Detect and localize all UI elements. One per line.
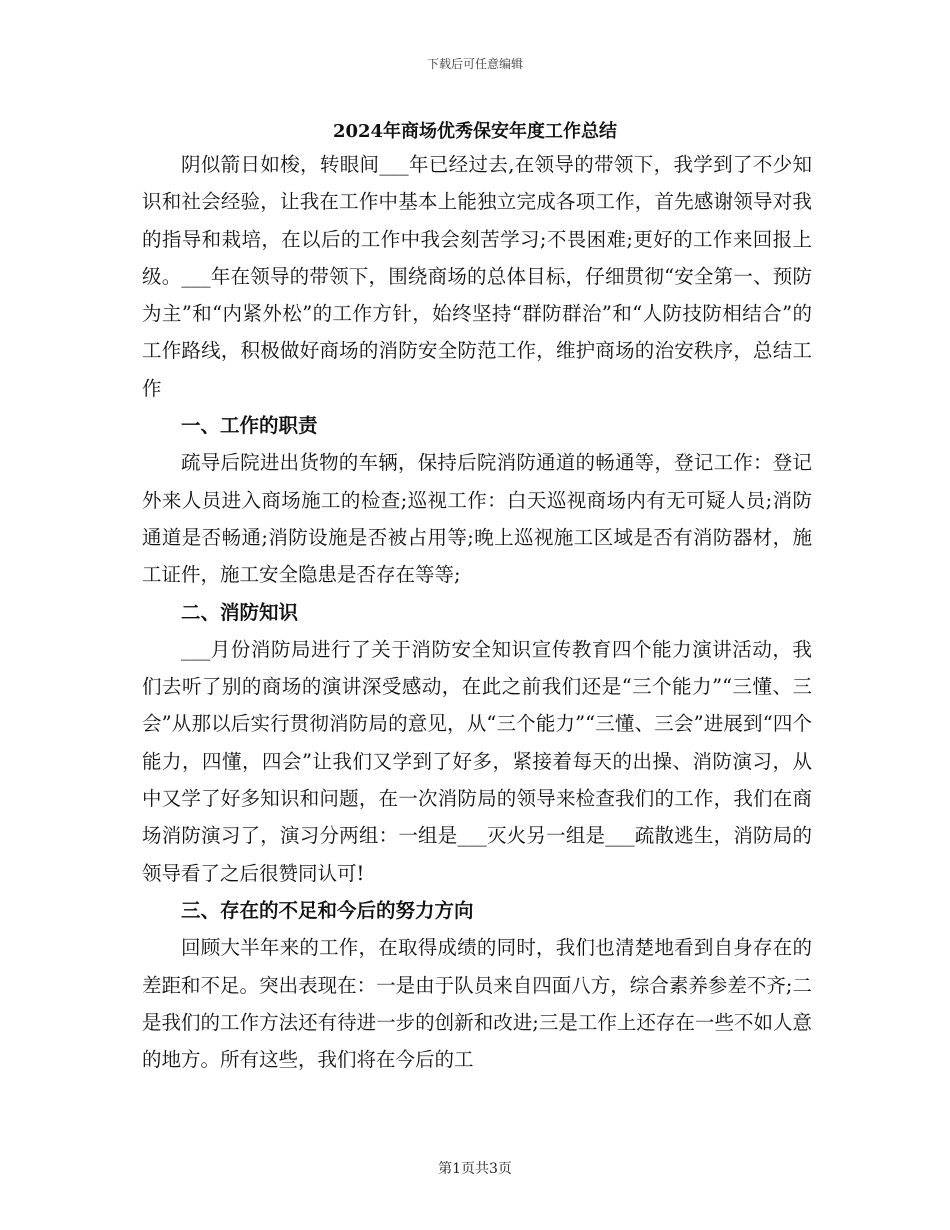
section-paragraph-duties: 疏导后院进出货物的车辆，保持后院消防通道的畅通等，登记工作：登记外来人员进入商场施工的检查;巡视工作：白天巡视商场内有无可疑人员;消防通道是否畅通;消防设施是否被占用等;晚上巡视施工区域是否有消防器材，施工证件，施工安全隐患是否存在等等; (142, 451, 812, 587)
intro-paragraph: 阴似箭日如梭，转眼间___年已经过去,在领导的带领下，我学到了不少知识和社会经验，让我在工作中基本上能独立完成各项工作，首先感谢领导对我的指导和栽培，在以后的工作中我会刻苦学习;不畏困难;更好的工作来回报上级。___年在领导的带领下，围绕商场的总体目标，仔细贯彻“安全第一、预防为主”和“内紧外松”的工作方针，始终坚持“群防群治”和“人防技防相结合”的工作路线，积极做好商场的消防安全防范工作，维护商场的治安秩序，总结工作 (142, 153, 812, 400)
document-title: 2024年商场优秀保安年度工作总结 (332, 121, 618, 142)
section-heading-duties: 一、工作的职责 (181, 414, 318, 438)
section-paragraph-shortcomings: 回顾大半年来的工作，在取得成绩的同时，我们也清楚地看到自身存在的差距和不足。突出表现在：一是由于队员来自四面八方，综合素养参差不齐;二是我们的工作方法还有待进一步的创新和改进;三是工作上还存在一些不如人意的地方。所有这些，我们将在今后的工 (142, 936, 812, 1072)
section-heading-shortcomings: 三、存在的不足和今后的努力方向 (181, 898, 474, 922)
page-number-footer: 第1页共3页 (438, 1161, 512, 1177)
page-header-note: 下载后可任意编辑 (426, 57, 523, 71)
section-heading-fire-knowledge: 二、消防知识 (181, 600, 299, 624)
section-paragraph-fire-knowledge: ___月份消防局进行了关于消防安全知识宣传教育四个能力演讲活动，我们去听了别的商场的演讲深受感动，在此之前我们还是“三个能力”“三懂、三会”从那以后实行贯彻消防局的意见，从“三个能力”“三懂、三会”进展到“四个能力，四懂，四会”让我们又学到了好多，紧接着每天的出操、消防演习，从中又学了好多知识和问题，在一次消防局的领导来检查我们的工作，我们在商场消防演习了，演习分两组：一组是___灭火另一组是___疏散逃生，消防局的领导看了之后很赞同认可! (142, 637, 812, 885)
document-body (142, 146, 812, 1078)
